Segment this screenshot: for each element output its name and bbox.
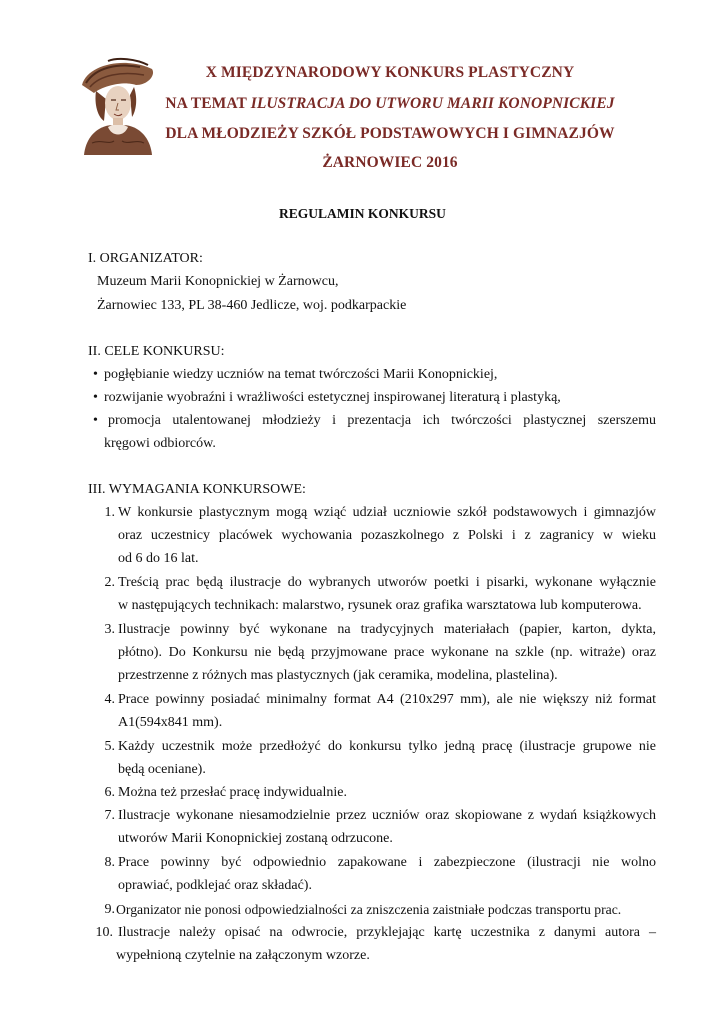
- requirement-line: Prace powinny być odpowiednio zapakowane i zabezpieczone (ilustracji nie wolno: [118, 855, 656, 870]
- requirement-line: płótno). Do Konkursu nie będą przyjmowane prace wykonane na szkle (np. witraże) oraz: [118, 645, 656, 660]
- item-number: 1.: [104, 505, 115, 520]
- requirement-line: W konkursie plastycznym mogą wziąć udział uczniowie szkół podstawowych i gimnazjów: [118, 505, 656, 520]
- page-heading: REGULAMIN KONKURSU: [279, 206, 446, 221]
- item-number: 2.: [104, 575, 115, 590]
- contest-title-line3: DLA MŁODZIEŻY SZKÓŁ PODSTAWOWYCH I GIMNAZJÓW: [165, 125, 615, 142]
- requirement-line: oprawiać, podklejać oraz składać).: [118, 878, 312, 893]
- requirement-line: będą oceniane).: [118, 762, 206, 777]
- title-italic: ILUSTRACJA DO UTWORU MARII KONOPNICKIEJ: [250, 95, 615, 112]
- bullet-icon: •: [93, 413, 98, 428]
- section-requirements-title: III. WYMAGANIA KONKURSOWE:: [88, 482, 306, 497]
- requirement-line: przestrzenne z różnych mas plastycznych (jak ceramika, modelina, plastelina).: [118, 668, 558, 683]
- item-number: 6.: [104, 785, 115, 800]
- bullet-icon: •: [93, 367, 98, 382]
- section-organizer-title: I. ORGANIZATOR:: [88, 251, 203, 266]
- requirement-line: w następujących technikach: malarstwo, rysunek oraz grafika warsztatowa lub komputerowa.: [118, 598, 642, 613]
- goal-item-3-line2: kręgowi odbiorców.: [104, 436, 216, 451]
- requirement-line: Każdy uczestnik może przedłożyć do konkursu tylko jedną pracę (ilustracje grupowe nie: [118, 739, 656, 754]
- item-number: 9.: [104, 902, 115, 917]
- goal-item-1: pogłębianie wiedzy uczniów na temat twórczości Marii Konopnickiej,: [104, 367, 498, 382]
- requirement-line: Ilustracje powinny być wykonane na tradycyjnych materiałach (papier, karton, dykta,: [118, 622, 656, 637]
- bullet-icon: •: [93, 390, 98, 405]
- item-number: 3.: [104, 622, 115, 637]
- requirement-line: Ilustracje należy opisać na odwrocie, przyklejając kartę uczestnika z danymi autora –: [118, 925, 656, 940]
- requirement-line: wypełnioną czytelnie na załączonym wzorze.: [116, 948, 370, 963]
- requirement-line: utworów Marii Konopnickiej zostaną odrzucone.: [118, 831, 393, 846]
- requirement-line: oraz uczestnicy placówek wychowania pozaszkolnego z Polski i z zagranicy w wieku: [118, 528, 656, 543]
- contest-title-line4: ŻARNOWIEC 2016: [322, 154, 458, 171]
- requirement-line: Organizator nie ponosi odpowiedzialności za zniszczenia zaistniałe podczas transportu prac.: [116, 902, 622, 917]
- title-prefix: NA TEMAT: [165, 95, 251, 112]
- goal-item-2: rozwijanie wyobraźni i wrażliwości estetycznej inspirowanej literaturą i plastyką,: [104, 390, 561, 405]
- section-goals-title: II. CELE KONKURSU:: [88, 344, 225, 359]
- organizer-line2: Żarnowiec 133, PL 38-460 Jedlicze, woj. podkarpackie: [97, 298, 407, 313]
- requirement-line: od 6 do 16 lat.: [118, 551, 199, 566]
- item-number: 8.: [104, 855, 115, 870]
- item-number: 7.: [104, 808, 115, 823]
- item-number: 4.: [104, 692, 115, 707]
- contest-title-line2: [150, 95, 630, 113]
- organizer-line1: Muzeum Marii Konopnickiej w Żarnowcu,: [97, 274, 339, 289]
- requirement-line: Ilustracje wykonane niesamodzielnie przez uczniów oraz skopiowane z wydań książkowych: [118, 808, 656, 823]
- contest-title-line1: X MIĘDZYNARODOWY KONKURS PLASTYCZNY: [205, 64, 575, 81]
- item-number: 5.: [104, 739, 115, 754]
- requirement-line: Można też przesłać pracę indywidualnie.: [118, 785, 347, 800]
- item-number: 10.: [95, 925, 113, 940]
- requirement-line: Prace powinny posiadać minimalny format A4 (210x297 mm), ale nie większy niż format: [118, 692, 656, 707]
- requirement-line: Treścią prac będą ilustracje do wybranych utworów poetki i pisarki, wykonane wyłącznie: [118, 575, 656, 590]
- portrait-illustration: [78, 55, 156, 155]
- goal-item-3-line1: promocja utalentowanej młodzieży i prezentacja ich twórczości plastycznej szerszemu: [108, 413, 656, 428]
- requirement-line: A1(594x841 mm).: [118, 715, 223, 730]
